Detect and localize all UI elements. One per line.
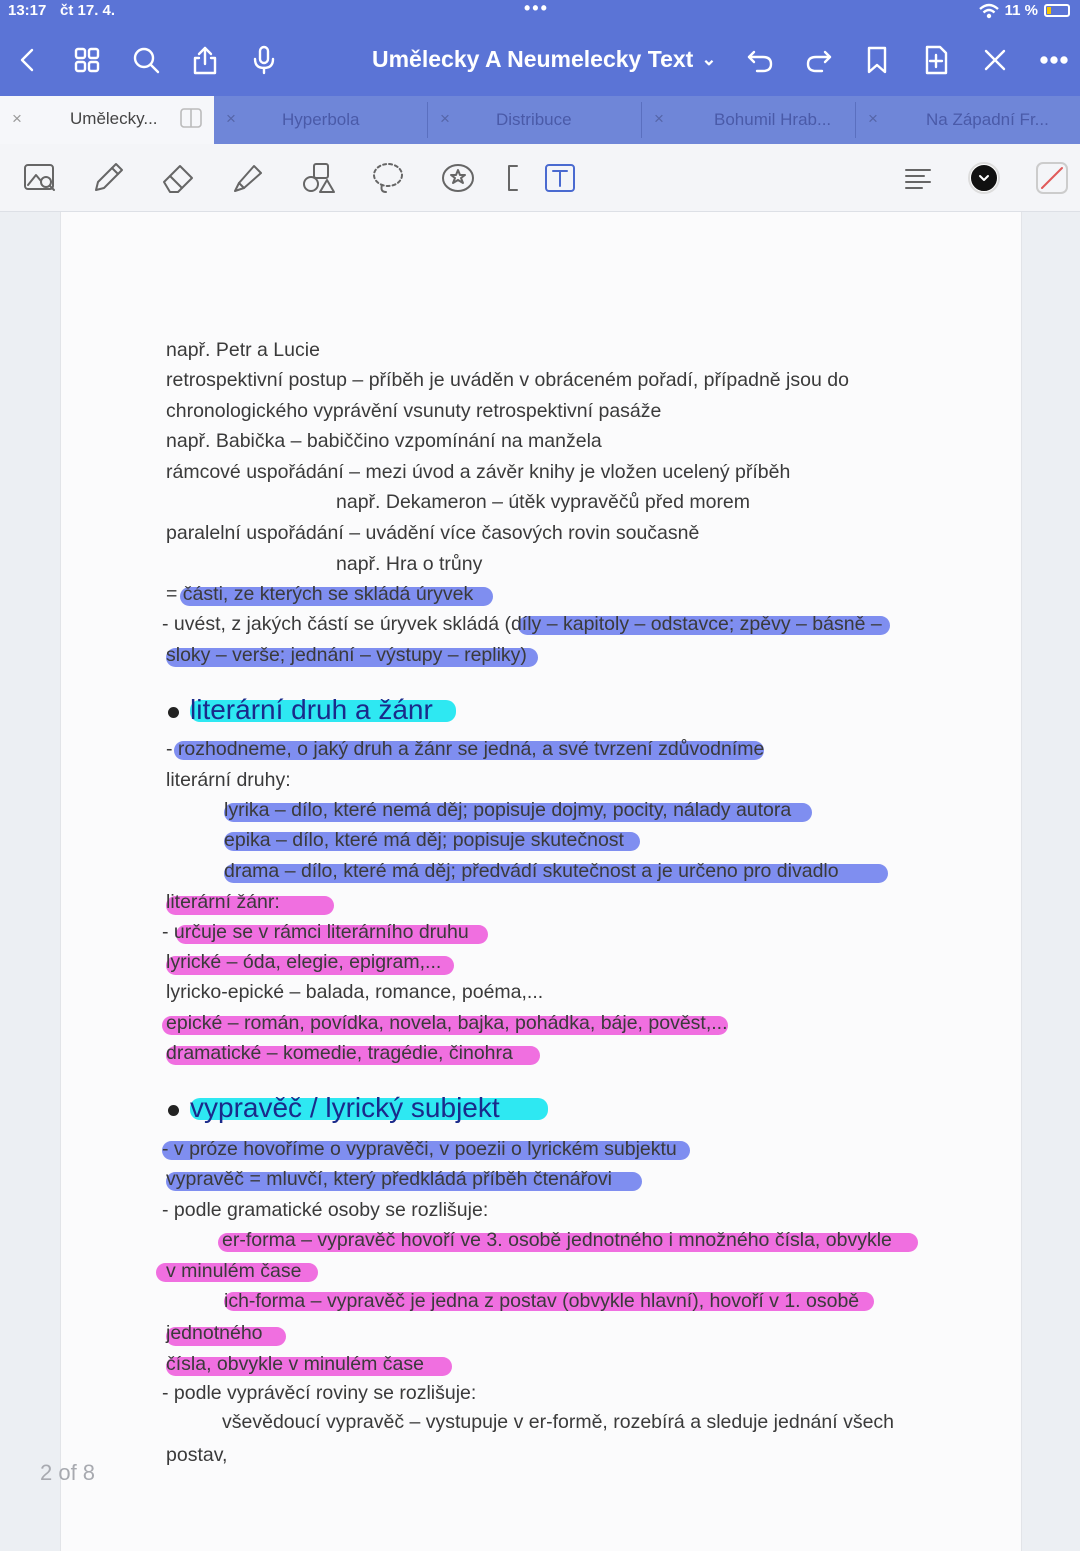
search-icon	[130, 44, 162, 76]
tab-label: Bohumil Hrab...	[714, 110, 832, 129]
text-line: např. Petr a Lucie	[166, 339, 320, 361]
more-button[interactable]	[1034, 40, 1074, 80]
battery-percent: 11 %	[1004, 2, 1038, 19]
color-swatch-icon	[1034, 160, 1070, 196]
text-line: literární druhy:	[166, 769, 291, 791]
lasso-icon	[370, 160, 406, 196]
scan-tool[interactable]	[502, 158, 522, 198]
text-line: lyricko-epické – balada, romance, poéma,...	[166, 981, 544, 1003]
color-icon	[966, 160, 1002, 196]
tab-umelecky[interactable]	[0, 96, 214, 144]
bullet-icon	[168, 707, 179, 718]
lasso-tool[interactable]	[368, 158, 408, 198]
top-navigation-bar	[0, 0, 1080, 96]
text-line: např. Dekameron – útěk vypravěčů před morem	[336, 491, 751, 513]
bookmark-button[interactable]	[857, 40, 897, 80]
text-line: chronologického vyprávění vsunuty retrospektivní pasáže	[166, 400, 662, 422]
close-icon	[979, 44, 1011, 76]
text-line: lyrika – dílo, které nemá děj; popisuje dojmy, pocity, nálady autora	[224, 799, 792, 821]
text-line: - určuje se v rámci literárního druhu	[162, 921, 469, 943]
text-line: er-forma – vypravěč hovoří ve 3. osobě jednotného i množného čísla, obvykle	[222, 1229, 892, 1251]
text-line: lyrické – óda, elegie, epigram,...	[166, 951, 442, 973]
tab-bohumil-hrabal[interactable]	[642, 96, 856, 144]
text-line: např. Hra o trůny	[336, 553, 483, 575]
tab-close-icon[interactable]: ×	[226, 109, 236, 128]
text-line: epika – dílo, které má děj; popisuje skutečnost	[224, 829, 624, 851]
text-line: vševědoucí vypravěč – vystupuje v er-formě, rozebírá a sleduje jednání všech	[222, 1411, 895, 1433]
close-button[interactable]	[975, 40, 1015, 80]
back-button[interactable]	[8, 40, 48, 80]
text-line: - podle vyprávěcí roviny se rozlišuje:	[162, 1382, 477, 1404]
text-line: paralelní uspořádání – uvádění více časových rovin současně	[166, 522, 700, 544]
text-line: drama – dílo, které má děj; předvádí skutečnost a je určeno pro divadlo	[224, 860, 839, 882]
battery-icon	[1044, 4, 1070, 17]
split-view-icon[interactable]	[180, 108, 204, 130]
tab-bar	[0, 96, 1080, 144]
tab-close-icon[interactable]: ×	[12, 109, 22, 128]
document-title[interactable]	[372, 46, 716, 73]
eraser-icon	[160, 160, 196, 196]
grid-view-button[interactable]	[67, 40, 107, 80]
align-icon	[900, 160, 936, 196]
text-icon	[542, 160, 578, 196]
tab-close-icon[interactable]: ×	[868, 109, 878, 128]
image-zoom-tool[interactable]	[20, 158, 60, 198]
sticker-icon	[440, 160, 476, 196]
tab-label: Na Západní Fr...	[926, 110, 1049, 129]
text-line: jednotného	[166, 1322, 263, 1344]
text-line: v minulém čase	[166, 1260, 302, 1282]
highlighter-icon	[230, 160, 266, 196]
redo-button[interactable]	[799, 40, 839, 80]
grid-icon	[71, 44, 103, 76]
text-line: ich-forma – vypravěč je jedna z postav (obvykle hlavní), hovoří v 1. osobě	[224, 1290, 860, 1312]
annotation-toolbar	[0, 144, 1080, 212]
share-button[interactable]	[185, 40, 225, 80]
sticker-tool[interactable]	[438, 158, 478, 198]
text-align-button[interactable]	[898, 158, 938, 198]
text-tool[interactable]	[540, 158, 580, 198]
text-line: - podle gramatické osoby se rozlišuje:	[162, 1199, 489, 1221]
text-line: - uvést, z jakých částí se úryvek skládá (díly – kapitoly – odstavce; zpěvy – básně –	[162, 613, 882, 635]
shapes-icon	[300, 160, 336, 196]
tab-close-icon[interactable]: ×	[440, 109, 450, 128]
status-time: 13:17	[8, 2, 47, 19]
microphone-button[interactable]	[244, 40, 284, 80]
status-date: čt 17. 4.	[60, 2, 116, 19]
image-zoom-icon	[22, 160, 58, 196]
text-line: čísla, obvykle v minulém čase	[166, 1353, 424, 1375]
shapes-tool[interactable]	[298, 158, 338, 198]
share-icon	[189, 44, 221, 76]
document-title-text: Umělecky A Neumelecky Text	[372, 46, 694, 72]
tab-label: Hyperbola	[282, 110, 360, 129]
text-line: vypravěč = mluvčí, který předkládá příběh čtenářovi	[166, 1168, 612, 1190]
scan-icon	[503, 160, 521, 196]
section-heading: literární druh a žánr	[190, 694, 433, 725]
tab-hyperbola[interactable]	[214, 96, 428, 144]
text-line: = části, ze kterých se skládá úryvek	[166, 583, 474, 605]
bullet-icon	[168, 1105, 179, 1116]
text-line: retrospektivní postup – příběh je uváděn v obráceném pořadí, případně jsou do	[166, 369, 849, 391]
pen-tool[interactable]	[88, 158, 128, 198]
text-line: např. Babička – babiččino vzpomínání na manžela	[166, 430, 602, 452]
search-button[interactable]	[126, 40, 166, 80]
undo-icon	[744, 44, 776, 76]
highlighter-tool[interactable]	[228, 158, 268, 198]
back-icon	[12, 44, 44, 76]
redo-icon	[803, 44, 835, 76]
page-counter: 2 of 8	[40, 1460, 96, 1485]
text-color-button[interactable]	[964, 158, 1004, 198]
tab-close-icon[interactable]: ×	[654, 109, 664, 128]
status-right	[979, 2, 1070, 19]
fill-color-button[interactable]	[1032, 158, 1072, 198]
text-line: - rozhodneme, o jaký druh a žánr se jedná, a své tvrzení zdůvodníme	[166, 738, 765, 760]
text-line: epické – román, povídka, novela, bajka, pohádka, báje, pověst,...	[166, 1012, 728, 1034]
text-line: sloky – verše; jednání – výstupy – repliky)	[166, 644, 527, 666]
text-line: literární žánr:	[166, 891, 280, 913]
tab-distribuce[interactable]	[428, 96, 642, 144]
text-line: dramatické – komedie, tragédie, činohra	[166, 1042, 513, 1064]
wifi-icon	[979, 3, 999, 19]
eraser-tool[interactable]	[158, 158, 198, 198]
tab-label: Umělecky...	[70, 109, 158, 128]
tab-label: Distribuce	[496, 110, 572, 129]
undo-button[interactable]	[740, 40, 780, 80]
chevron-down-icon: ⌄	[701, 49, 717, 69]
tab-na-zapadni-fronte[interactable]	[856, 96, 1080, 144]
bookmark-icon	[861, 44, 893, 76]
pen-icon	[90, 160, 126, 196]
text-line: postav,	[166, 1444, 228, 1466]
add-page-button[interactable]	[916, 40, 956, 80]
add-page-icon	[920, 44, 952, 76]
text-line: - v próze hovoříme o vypravěči, v poezii o lyrickém subjektu	[162, 1138, 677, 1160]
section-heading: vypravěč / lyrický subjekt	[190, 1092, 500, 1123]
multitasking-dots-icon[interactable]: •••	[524, 0, 549, 18]
more-icon	[1038, 44, 1070, 76]
microphone-icon	[248, 44, 280, 76]
text-line: rámcové uspořádání – mezi úvod a závěr knihy je vložen ucelený příběh	[166, 461, 791, 483]
